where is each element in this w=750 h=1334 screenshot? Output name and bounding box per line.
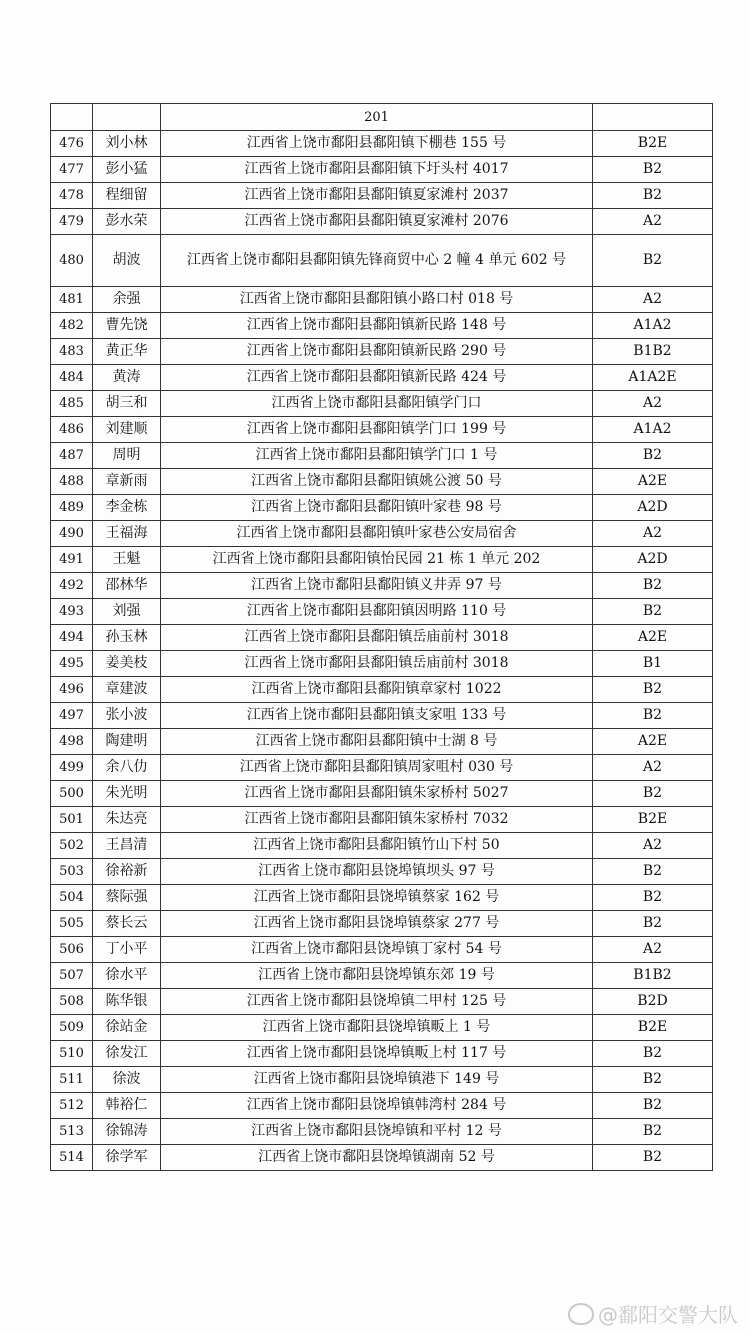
address: 江西省上饶市鄱阳县鄱阳镇章家村 1022 (161, 677, 593, 703)
person-name: 章建波 (93, 677, 161, 703)
person-name: 余强 (93, 287, 161, 313)
license-class: A2D (593, 547, 713, 573)
table-row (51, 625, 713, 651)
person-name: 邵林华 (93, 573, 161, 599)
license-class: B2 (593, 1145, 713, 1171)
table-row (51, 183, 713, 209)
address: 江西省上饶市鄱阳县鄱阳镇周家咀村 030 号 (161, 755, 593, 781)
row-number: 500 (51, 781, 93, 807)
row-number: 507 (51, 963, 93, 989)
person-name: 蔡际强 (93, 885, 161, 911)
table-row (51, 209, 713, 235)
table-row (51, 391, 713, 417)
row-number: 502 (51, 833, 93, 859)
person-name: 朱光明 (93, 781, 161, 807)
person-name: 王昌清 (93, 833, 161, 859)
table-row (51, 963, 713, 989)
license-class: A2E (593, 625, 713, 651)
person-name: 胡三和 (93, 391, 161, 417)
license-class: A2 (593, 755, 713, 781)
person-name: 蔡长云 (93, 911, 161, 937)
address: 江西省上饶市鄱阳县饶埠镇二甲村 125 号 (161, 989, 593, 1015)
license-class: B2 (593, 703, 713, 729)
license-class: B2D (593, 989, 713, 1015)
table-row (51, 755, 713, 781)
person-name: 徐锦涛 (93, 1119, 161, 1145)
person-name: 黄正华 (93, 339, 161, 365)
person-name: 徐发江 (93, 1041, 161, 1067)
license-class: A2 (593, 209, 713, 235)
license-class: A2D (593, 495, 713, 521)
row-number: 501 (51, 807, 93, 833)
table-row (51, 287, 713, 313)
page-number: 201 (161, 104, 593, 131)
row-number: 499 (51, 755, 93, 781)
address: 江西省上饶市鄱阳县鄱阳镇姚公渡 50 号 (161, 469, 593, 495)
document-page (50, 103, 712, 1171)
license-class: B2 (593, 183, 713, 209)
address: 江西省上饶市鄱阳县鄱阳镇竹山下村 50 (161, 833, 593, 859)
row-number: 497 (51, 703, 93, 729)
license-class: B2E (593, 807, 713, 833)
person-name: 彭水荣 (93, 209, 161, 235)
address: 江西省上饶市鄱阳县鄱阳镇下棚巷 155 号 (161, 131, 593, 157)
person-name: 陶建明 (93, 729, 161, 755)
person-name: 周明 (93, 443, 161, 469)
table-row (51, 937, 713, 963)
table-row (51, 313, 713, 339)
license-class: B2 (593, 911, 713, 937)
row-number: 488 (51, 469, 93, 495)
license-class: B1 (593, 651, 713, 677)
address: 江西省上饶市鄱阳县鄱阳镇因明路 110 号 (161, 599, 593, 625)
license-class: A2 (593, 937, 713, 963)
license-class: A2 (593, 391, 713, 417)
license-class: B2 (593, 781, 713, 807)
table-row (51, 417, 713, 443)
address: 江西省上饶市鄱阳县鄱阳镇朱家桥村 5027 (161, 781, 593, 807)
address: 江西省上饶市鄱阳县鄱阳镇新民路 424 号 (161, 365, 593, 391)
table-row (51, 1119, 713, 1145)
address: 江西省上饶市鄱阳县鄱阳镇中士湖 8 号 (161, 729, 593, 755)
license-class: B2 (593, 157, 713, 183)
table-row (51, 131, 713, 157)
address: 江西省上饶市鄱阳县鄱阳镇朱家桥村 7032 (161, 807, 593, 833)
person-name: 王魁 (93, 547, 161, 573)
table-row (51, 885, 713, 911)
address: 江西省上饶市鄱阳县饶埠镇和平村 12 号 (161, 1119, 593, 1145)
row-number: 491 (51, 547, 93, 573)
row-number: 482 (51, 313, 93, 339)
row-number: 505 (51, 911, 93, 937)
table-row (51, 1015, 713, 1041)
license-class: A2E (593, 729, 713, 755)
row-number: 509 (51, 1015, 93, 1041)
license-class: B2 (593, 677, 713, 703)
row-number: 477 (51, 157, 93, 183)
row-number: 480 (51, 235, 93, 287)
person-name: 姜美枝 (93, 651, 161, 677)
license-class: B2 (593, 859, 713, 885)
license-class: B2 (593, 235, 713, 287)
table-row (51, 729, 713, 755)
row-number: 492 (51, 573, 93, 599)
row-number: 485 (51, 391, 93, 417)
address: 江西省上饶市鄱阳县鄱阳镇学门口 199 号 (161, 417, 593, 443)
address: 江西省上饶市鄱阳县鄱阳镇义井弄 97 号 (161, 573, 593, 599)
license-class: A2E (593, 469, 713, 495)
license-class: B2 (593, 573, 713, 599)
address: 江西省上饶市鄱阳县鄱阳镇岳庙前村 3018 (161, 625, 593, 651)
row-number: 510 (51, 1041, 93, 1067)
table-row (51, 1093, 713, 1119)
row-number: 486 (51, 417, 93, 443)
table-row (51, 235, 713, 287)
row-number: 484 (51, 365, 93, 391)
address: 江西省上饶市鄱阳县鄱阳镇新民路 148 号 (161, 313, 593, 339)
address: 江西省上饶市鄱阳县鄱阳镇新民路 290 号 (161, 339, 593, 365)
table-row (51, 1067, 713, 1093)
table-row (51, 833, 713, 859)
person-name: 章新雨 (93, 469, 161, 495)
table-row (51, 703, 713, 729)
row-number: 479 (51, 209, 93, 235)
table-row (51, 521, 713, 547)
license-class: A1A2E (593, 365, 713, 391)
address: 江西省上饶市鄱阳县饶埠镇畈上村 117 号 (161, 1041, 593, 1067)
person-name: 李金栋 (93, 495, 161, 521)
table-row (51, 599, 713, 625)
table-row (51, 469, 713, 495)
person-name: 余八仂 (93, 755, 161, 781)
table-row (51, 547, 713, 573)
license-class: B2 (593, 1067, 713, 1093)
weibo-icon (568, 1303, 594, 1325)
address: 江西省上饶市鄱阳县鄱阳镇学门口 (161, 391, 593, 417)
row-number: 493 (51, 599, 93, 625)
person-name: 徐波 (93, 1067, 161, 1093)
address: 江西省上饶市鄱阳县鄱阳镇叶家巷公安局宿舍 (161, 521, 593, 547)
person-name: 徐水平 (93, 963, 161, 989)
address: 江西省上饶市鄱阳县鄱阳镇夏家滩村 2076 (161, 209, 593, 235)
header-cell-empty (51, 104, 93, 131)
person-name: 程细留 (93, 183, 161, 209)
address: 江西省上饶市鄱阳县鄱阳镇支家咀 133 号 (161, 703, 593, 729)
person-name: 徐站金 (93, 1015, 161, 1041)
address: 江西省上饶市鄱阳县鄱阳镇岳庙前村 3018 (161, 651, 593, 677)
license-class: B2 (593, 1093, 713, 1119)
license-class: A1A2 (593, 313, 713, 339)
row-number: 494 (51, 625, 93, 651)
table-row (51, 651, 713, 677)
row-number: 511 (51, 1067, 93, 1093)
person-name: 张小波 (93, 703, 161, 729)
license-class: B2 (593, 1041, 713, 1067)
table-row (51, 781, 713, 807)
address: 江西省上饶市鄱阳县鄱阳镇小路口村 018 号 (161, 287, 593, 313)
table-row (51, 989, 713, 1015)
table-row (51, 1041, 713, 1067)
person-name: 彭小猛 (93, 157, 161, 183)
watermark (568, 1299, 738, 1328)
row-number: 487 (51, 443, 93, 469)
person-name: 刘小林 (93, 131, 161, 157)
license-class: B2E (593, 131, 713, 157)
table-row (51, 807, 713, 833)
person-name: 韩裕仁 (93, 1093, 161, 1119)
license-class: A2 (593, 287, 713, 313)
table-row (51, 1145, 713, 1171)
row-number: 503 (51, 859, 93, 885)
row-number: 478 (51, 183, 93, 209)
license-class: B2 (593, 885, 713, 911)
address: 江西省上饶市鄱阳县饶埠镇湖南 52 号 (161, 1145, 593, 1171)
row-number: 512 (51, 1093, 93, 1119)
license-class: B1B2 (593, 339, 713, 365)
table-row (51, 365, 713, 391)
row-number: 508 (51, 989, 93, 1015)
address: 江西省上饶市鄱阳县鄱阳镇先锋商贸中心 2 幢 4 单元 602 号 (161, 235, 593, 287)
row-number: 483 (51, 339, 93, 365)
person-name: 刘建顺 (93, 417, 161, 443)
table-body (51, 104, 713, 1171)
table-row (51, 911, 713, 937)
address: 江西省上饶市鄱阳县饶埠镇坝头 97 号 (161, 859, 593, 885)
address: 江西省上饶市鄱阳县饶埠镇丁家村 54 号 (161, 937, 593, 963)
address: 江西省上饶市鄱阳县饶埠镇韩湾村 284 号 (161, 1093, 593, 1119)
address: 江西省上饶市鄱阳县鄱阳镇怡民园 21 栋 1 单元 202 (161, 547, 593, 573)
address: 江西省上饶市鄱阳县鄱阳镇叶家巷 98 号 (161, 495, 593, 521)
license-class: B2 (593, 1119, 713, 1145)
person-name: 刘强 (93, 599, 161, 625)
address: 江西省上饶市鄱阳县饶埠镇港下 149 号 (161, 1067, 593, 1093)
header-cell-empty (93, 104, 161, 131)
row-number: 498 (51, 729, 93, 755)
license-class: B2 (593, 599, 713, 625)
row-number: 513 (51, 1119, 93, 1145)
person-name: 徐学军 (93, 1145, 161, 1171)
row-number: 490 (51, 521, 93, 547)
row-number: 476 (51, 131, 93, 157)
watermark-text: @鄱阳交警大队 (598, 1303, 738, 1327)
license-class: A2 (593, 521, 713, 547)
address: 江西省上饶市鄱阳县饶埠镇蔡家 277 号 (161, 911, 593, 937)
row-number: 496 (51, 677, 93, 703)
address: 江西省上饶市鄱阳县鄱阳镇夏家滩村 2037 (161, 183, 593, 209)
table-header-row (51, 104, 713, 131)
license-class: B2E (593, 1015, 713, 1041)
person-name: 王福海 (93, 521, 161, 547)
row-number: 514 (51, 1145, 93, 1171)
row-number: 481 (51, 287, 93, 313)
table-row (51, 677, 713, 703)
person-name: 胡波 (93, 235, 161, 287)
person-name: 丁小平 (93, 937, 161, 963)
license-class: A2 (593, 833, 713, 859)
row-number: 504 (51, 885, 93, 911)
person-name: 陈华银 (93, 989, 161, 1015)
table-row (51, 495, 713, 521)
address: 江西省上饶市鄱阳县饶埠镇蔡家 162 号 (161, 885, 593, 911)
person-name: 孙玉林 (93, 625, 161, 651)
address: 江西省上饶市鄱阳县鄱阳镇学门口 1 号 (161, 443, 593, 469)
table-row (51, 443, 713, 469)
table-row (51, 157, 713, 183)
header-cell-empty (593, 104, 713, 131)
person-name: 徐裕新 (93, 859, 161, 885)
row-number: 506 (51, 937, 93, 963)
row-number: 495 (51, 651, 93, 677)
person-name: 朱达亮 (93, 807, 161, 833)
row-number: 489 (51, 495, 93, 521)
license-table (50, 103, 713, 1171)
address: 江西省上饶市鄱阳县饶埠镇畈上 1 号 (161, 1015, 593, 1041)
license-class: A1A2 (593, 417, 713, 443)
license-class: B2 (593, 443, 713, 469)
address: 江西省上饶市鄱阳县鄱阳镇下圩头村 4017 (161, 157, 593, 183)
table-row (51, 859, 713, 885)
table-row (51, 339, 713, 365)
person-name: 黄涛 (93, 365, 161, 391)
table-row (51, 573, 713, 599)
license-class: B1B2 (593, 963, 713, 989)
address: 江西省上饶市鄱阳县饶埠镇东郊 19 号 (161, 963, 593, 989)
person-name: 曹先饶 (93, 313, 161, 339)
